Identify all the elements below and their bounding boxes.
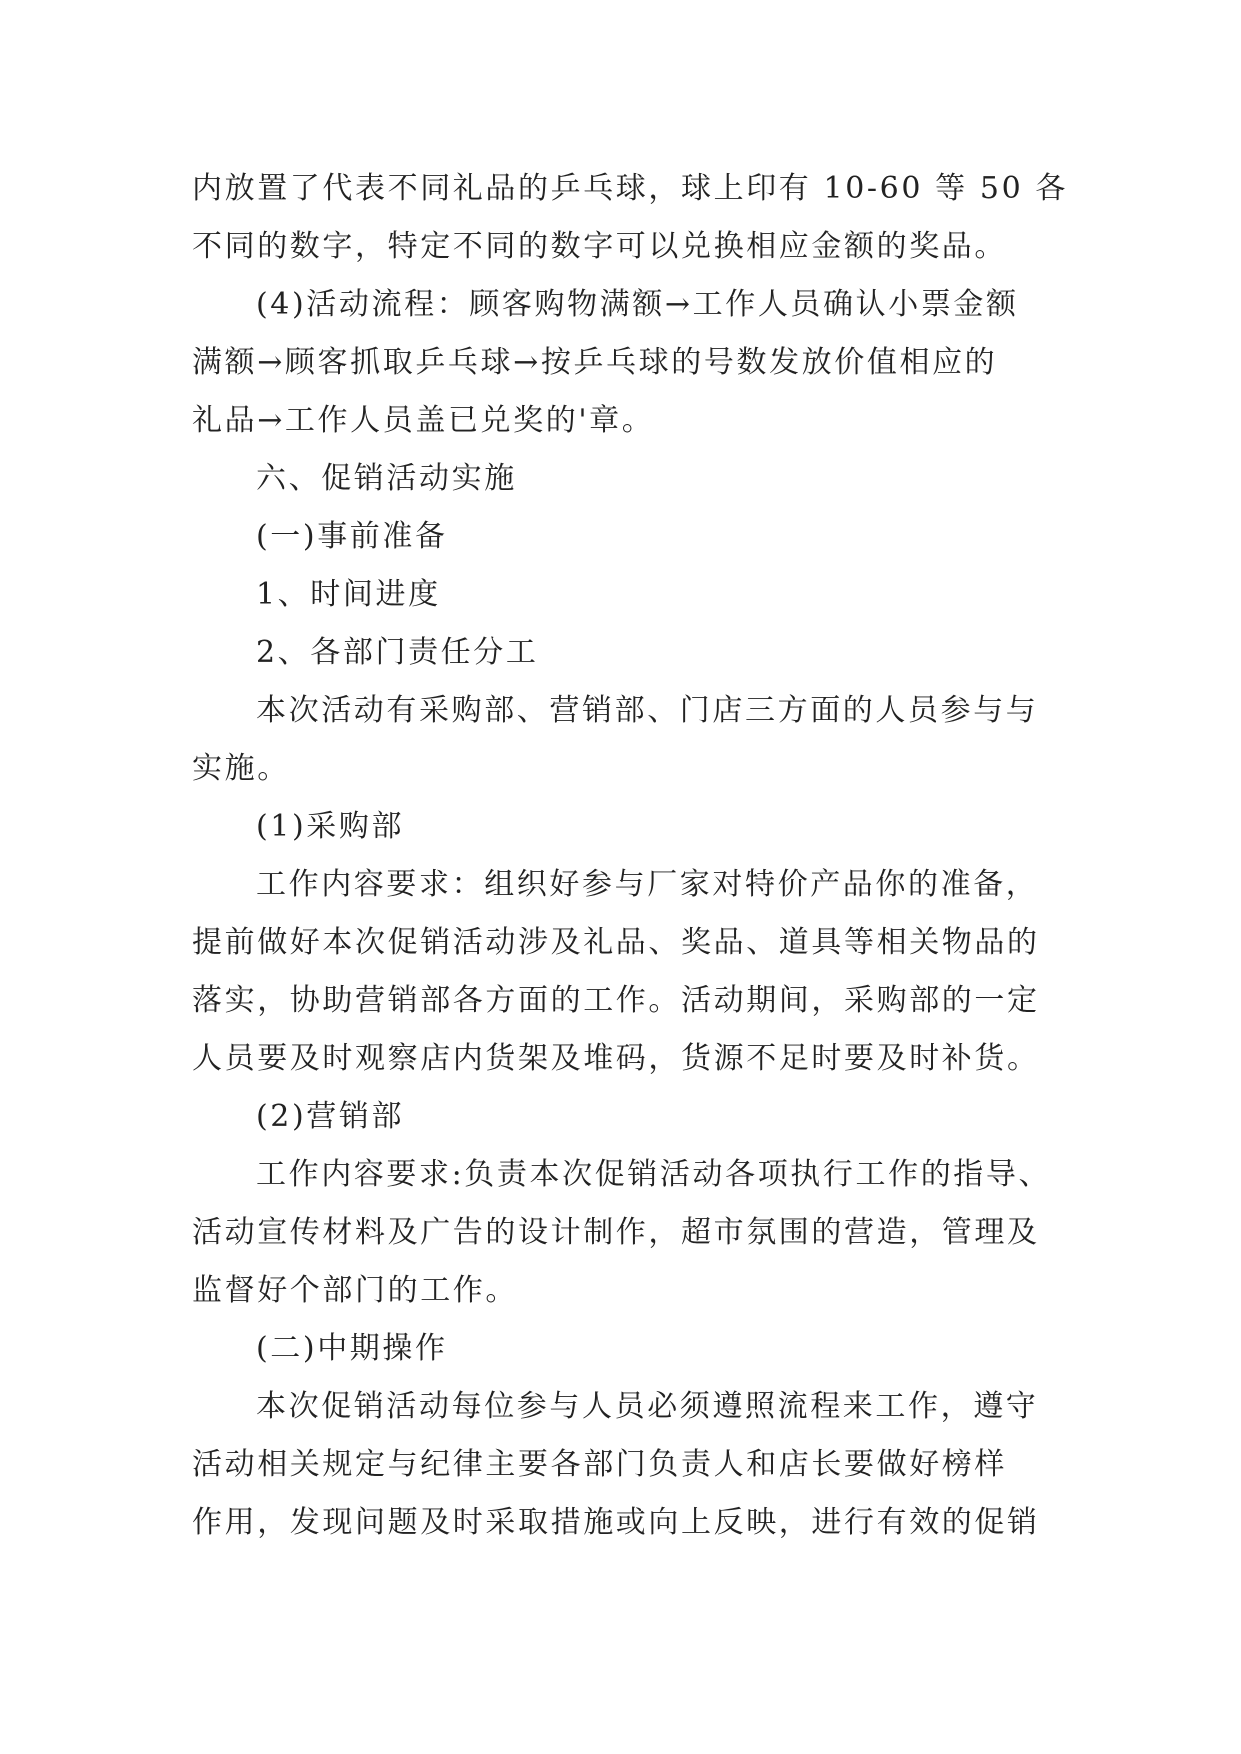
text-line: 监督好个部门的工作。 — [192, 1273, 518, 1308]
text-line: 提前做好本次促销活动涉及礼品、奖品、道具等相关物品的 — [192, 925, 1040, 960]
text-line: 不同的数字，特定不同的数字可以兑换相应金额的奖品。 — [192, 229, 1007, 264]
text-line: 本次促销活动每位参与人员必须遵照流程来工作，遵守 — [256, 1389, 1039, 1424]
list-item: 1、时间进度 — [256, 577, 441, 612]
text-line: 作用，发现问题及时采取措施或向上反映，进行有效的促销 — [192, 1505, 1040, 1540]
document-body — [192, 160, 1069, 1552]
department-heading: (1)采购部 — [256, 809, 405, 844]
text-line: 内放置了代表不同礼品的乒乓球，球上印有 10-60 等 50 各 — [192, 171, 1069, 206]
text-line: 活动相关规定与纪律主要各部门负责人和店长要做好榜样 — [192, 1447, 1007, 1482]
text-line: 实施。 — [192, 751, 290, 786]
text-line: 人员要及时观察店内货架及堆码，货源不足时要及时补货。 — [192, 1041, 1040, 1076]
section-heading: 六、促销活动实施 — [256, 461, 517, 496]
text-line: 礼品→工作人员盖已兑奖的'章。 — [192, 403, 655, 438]
text-line: 活动宣传材料及广告的设计制作，超市氛围的营造，管理及 — [192, 1215, 1040, 1250]
text-line: (4)活动流程：顾客购物满额→工作人员确认小票金额 — [256, 287, 1019, 322]
text-line: 本次活动有采购部、营销部、门店三方面的人员参与与 — [256, 693, 1039, 728]
subsection-heading: (二)中期操作 — [256, 1331, 448, 1366]
text-line: 落实，协助营销部各方面的工作。活动期间，采购部的一定 — [192, 983, 1040, 1018]
text-line: 工作内容要求：组织好参与厂家对特价产品你的准备， — [256, 867, 1039, 902]
department-heading: (2)营销部 — [256, 1099, 405, 1134]
text-line: 满额→顾客抓取乒乓球→按乒乓球的号数发放价值相应的 — [192, 345, 998, 380]
list-item: 2、各部门责任分工 — [256, 635, 539, 670]
text-line: 工作内容要求:负责本次促销活动各项执行工作的指导、 — [256, 1157, 1052, 1192]
subsection-heading: (一)事前准备 — [256, 519, 448, 554]
